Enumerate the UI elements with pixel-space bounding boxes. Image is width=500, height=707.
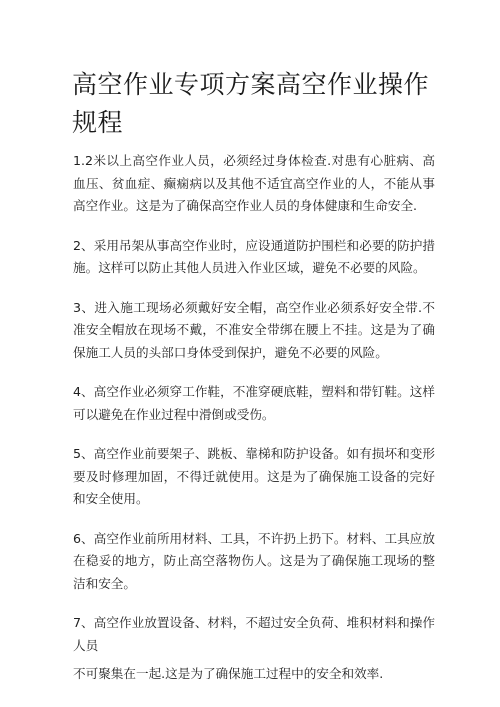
- document-body: [73, 150, 435, 703]
- paragraph-7: 7、高空作业放置设备、材料，不超过安全负荷、堆积材料和操作人员: [73, 615, 435, 653]
- paragraph-1: 1.2米以上高空作业人员，必须经过身体检查.对患有心脏病、高血压、贫血症、癫痫病以及其他不适宜高空作业的人，不能从事高空作业。这是为了确保高空作业人员的身体健康和生命安全.: [73, 153, 435, 213]
- paragraph-2: 2、采用吊架从事高空作业时，应设通道防护围栏和必要的防护措施。这样可以防止其他人员进入作业区域，避免不必要的风险。: [73, 237, 435, 275]
- paragraph-7-continued: 不可聚集在一起.这是为了确保施工过程中的安全和效率.: [73, 666, 384, 681]
- paragraph-6: 6、高空作业前所用材料、工具，不许扔上扔下。材料、工具应放在稳妥的地方，防止高空落物伤人。这是为了确保施工现场的整洁和安全。: [73, 530, 435, 591]
- document-title: 高空作业专项方案高空作业操作规程: [72, 70, 430, 137]
- paragraph-3: 3、进入施工现场必须戴好安全帽，高空作业必须系好安全带.不准安全帽放在现场不戴，不准安全带绑在腰上不挂。这是为了确保施工人员的头部口身体受到保护，避免不必要的风险。: [73, 299, 435, 360]
- paragraph-5: 5、高空作业前要架子、跳板、靠梯和防护设备。如有损坏和变形要及时修理加固，不得迁就使用。这是为了确保施工设备的完好和安全使用。: [73, 446, 435, 506]
- paragraph-4: 4、高空作业必须穿工作鞋，不准穿硬底鞋，塑料和带钉鞋。这样可以避免在作业过程中滑倒或受伤。: [73, 384, 435, 422]
